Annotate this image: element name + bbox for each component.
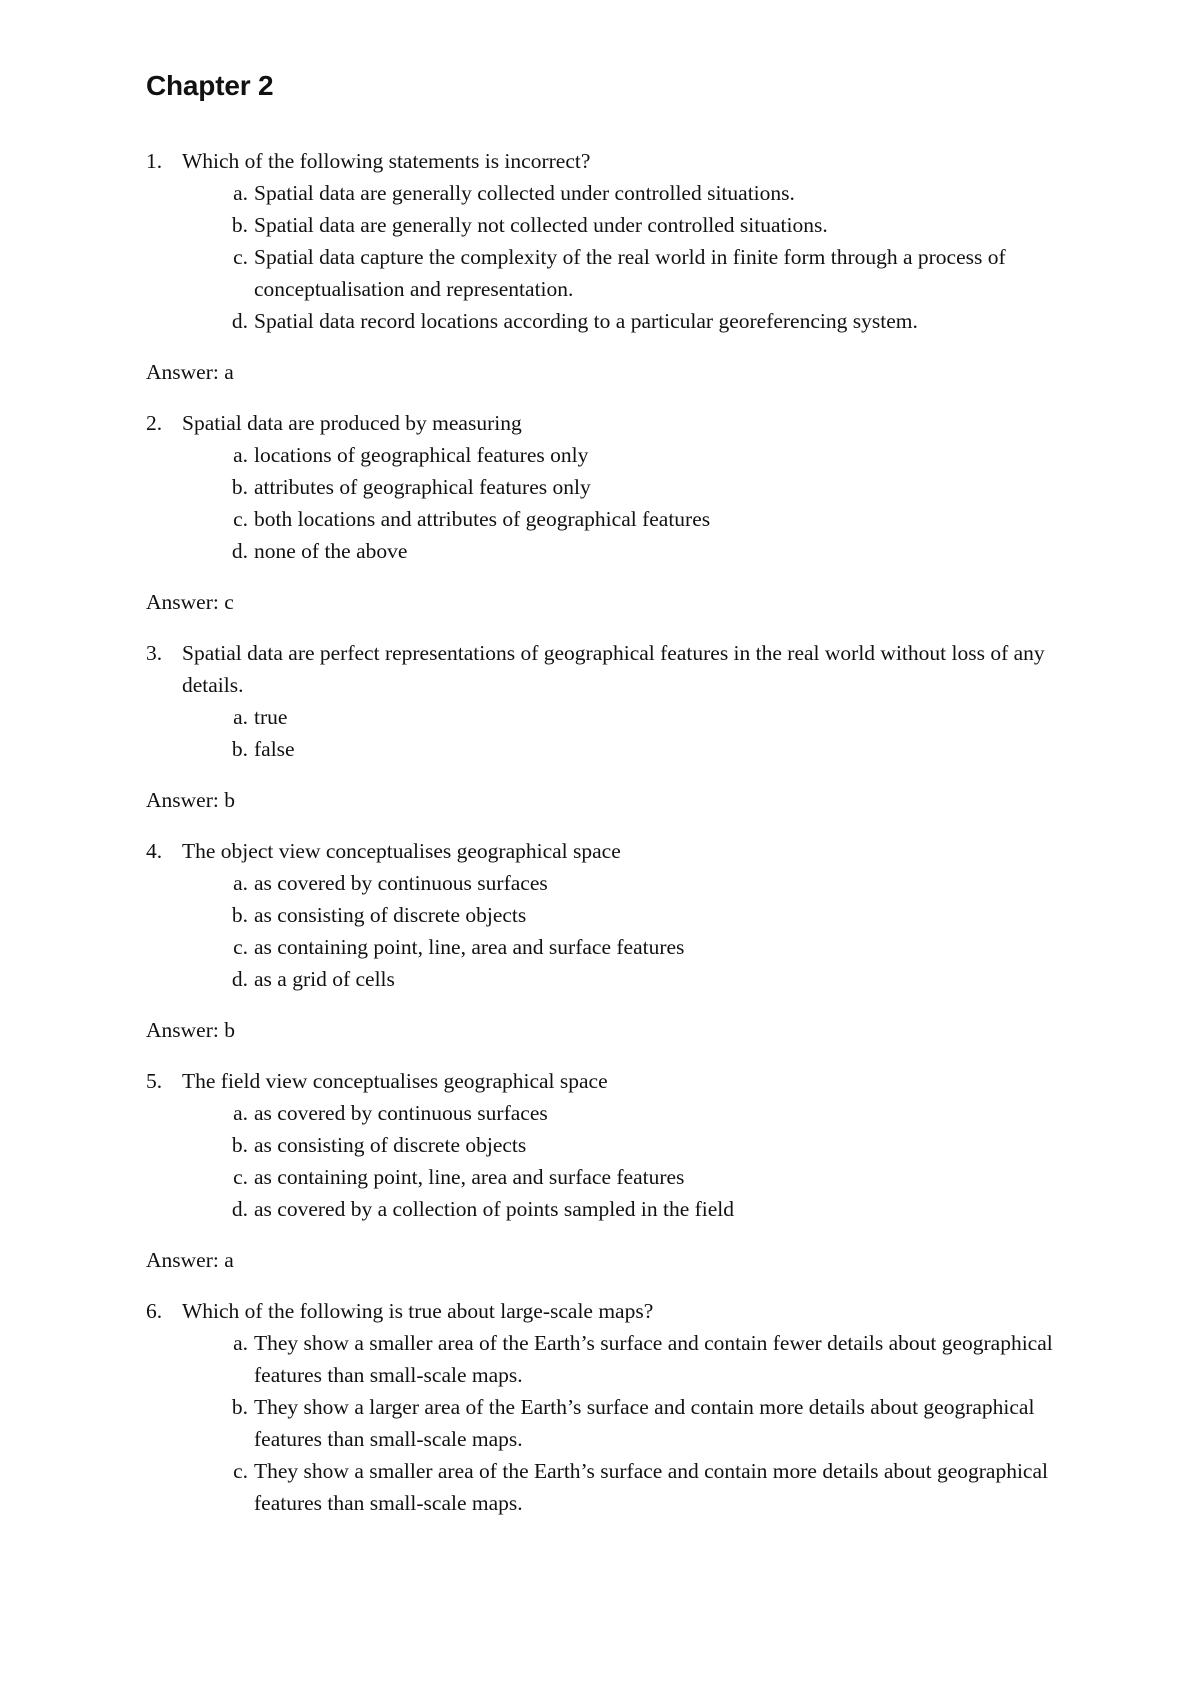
option-item xyxy=(218,963,1066,995)
option-letter: c. xyxy=(233,935,248,959)
option-text: as a grid of cells xyxy=(254,967,395,991)
option-item xyxy=(218,1391,1066,1455)
option-letter: c. xyxy=(233,507,248,531)
option-item xyxy=(218,1161,1066,1193)
option-item xyxy=(218,1129,1066,1161)
option-list xyxy=(146,177,1066,337)
option-letter: c. xyxy=(233,245,248,269)
option-text: false xyxy=(254,737,295,761)
option-letter: a. xyxy=(233,705,248,729)
option-text: both locations and attributes of geographical features xyxy=(254,507,711,531)
question-number: 6. xyxy=(146,1299,163,1323)
option-letter: d. xyxy=(231,967,248,991)
option-letter: d. xyxy=(231,309,248,333)
option-item xyxy=(218,439,1066,471)
question-3 xyxy=(146,637,1066,765)
option-text: as covered by continuous surfaces xyxy=(254,1101,548,1125)
option-text: as consisting of discrete objects xyxy=(254,1133,527,1157)
option-text: Spatial data record locations according to a particular georeferencing system. xyxy=(254,309,918,333)
answer-line: Answer: a xyxy=(146,1248,234,1272)
option-letter: b. xyxy=(231,475,248,499)
option-letter: d. xyxy=(231,539,248,563)
question-number: 4. xyxy=(146,839,163,863)
answer-line: Answer: b xyxy=(146,1018,235,1042)
option-text: Spatial data capture the complexity of the real world in finite form through a process of conceptualisation and representation. xyxy=(254,245,1006,301)
option-letter: a. xyxy=(233,871,248,895)
option-text: locations of geographical features only xyxy=(254,443,589,467)
option-item xyxy=(218,1455,1066,1519)
option-item xyxy=(218,503,1066,535)
option-item xyxy=(218,701,1066,733)
option-text: Spatial data are generally not collected under controlled situations. xyxy=(254,213,828,237)
option-letter: b. xyxy=(231,737,248,761)
option-text: They show a smaller area of the Earth’s surface and contain fewer details about geographical features than small-scale maps. xyxy=(254,1331,1053,1387)
answer-line: Answer: b xyxy=(146,788,235,812)
question-text: Which of the following is true about large-scale maps? xyxy=(182,1299,654,1323)
question-4 xyxy=(146,835,1066,995)
question-5 xyxy=(146,1065,1066,1225)
option-item xyxy=(218,241,1066,305)
question-text: Spatial data are produced by measuring xyxy=(182,411,522,435)
question-6 xyxy=(146,1295,1066,1519)
option-text: none of the above xyxy=(254,539,408,563)
option-item xyxy=(218,305,1066,337)
option-letter: c. xyxy=(233,1459,248,1483)
option-letter: a. xyxy=(233,1101,248,1125)
option-text: true xyxy=(254,705,288,729)
option-item xyxy=(218,1327,1066,1391)
option-letter: a. xyxy=(233,181,248,205)
question-number: 1. xyxy=(146,149,163,173)
chapter-title: Chapter 2 xyxy=(146,70,274,101)
question-2 xyxy=(146,407,1066,567)
option-letter: c. xyxy=(233,1165,248,1189)
option-list xyxy=(146,701,1066,765)
option-letter: b. xyxy=(231,903,248,927)
option-item xyxy=(218,471,1066,503)
option-item xyxy=(218,931,1066,963)
question-text: The field view conceptualises geographical space xyxy=(182,1069,608,1093)
question-number: 2. xyxy=(146,411,163,435)
option-letter: d. xyxy=(231,1197,248,1221)
option-item xyxy=(218,1193,1066,1225)
option-item xyxy=(218,733,1066,765)
question-number: 5. xyxy=(146,1069,163,1093)
question-1 xyxy=(146,145,1066,337)
question-text: Spatial data are perfect representations of geographical features in the real world without loss of any details. xyxy=(182,641,1045,697)
option-item xyxy=(218,1097,1066,1129)
question-number: 3. xyxy=(146,641,163,665)
question-text: The object view conceptualises geographical space xyxy=(182,839,621,863)
option-letter: b. xyxy=(231,1395,248,1419)
option-text: as containing point, line, area and surface features xyxy=(254,1165,685,1189)
option-list xyxy=(146,867,1066,995)
option-text: Spatial data are generally collected under controlled situations. xyxy=(254,181,795,205)
option-text: as containing point, line, area and surface features xyxy=(254,935,685,959)
option-text: They show a larger area of the Earth’s surface and contain more details about geographical features than small-scale maps. xyxy=(254,1395,1035,1451)
option-item xyxy=(218,899,1066,931)
question-text: Which of the following statements is incorrect? xyxy=(182,149,591,173)
option-text: attributes of geographical features only xyxy=(254,475,591,499)
question-list xyxy=(146,145,1066,1519)
option-item xyxy=(218,867,1066,899)
option-letter: a. xyxy=(233,443,248,467)
answer-line: Answer: c xyxy=(146,590,234,614)
option-text: as covered by continuous surfaces xyxy=(254,871,548,895)
answer-line: Answer: a xyxy=(146,360,234,384)
option-item xyxy=(218,209,1066,241)
option-letter: a. xyxy=(233,1331,248,1355)
option-letter: b. xyxy=(231,213,248,237)
option-text: as consisting of discrete objects xyxy=(254,903,527,927)
option-list xyxy=(146,1097,1066,1225)
option-letter: b. xyxy=(231,1133,248,1157)
option-text: as covered by a collection of points sampled in the field xyxy=(254,1197,735,1221)
option-item xyxy=(218,177,1066,209)
option-list xyxy=(146,439,1066,567)
option-text: They show a smaller area of the Earth’s surface and contain more details about geographical features than small-scale maps. xyxy=(254,1459,1048,1515)
option-list xyxy=(146,1327,1066,1519)
option-item xyxy=(218,535,1066,567)
